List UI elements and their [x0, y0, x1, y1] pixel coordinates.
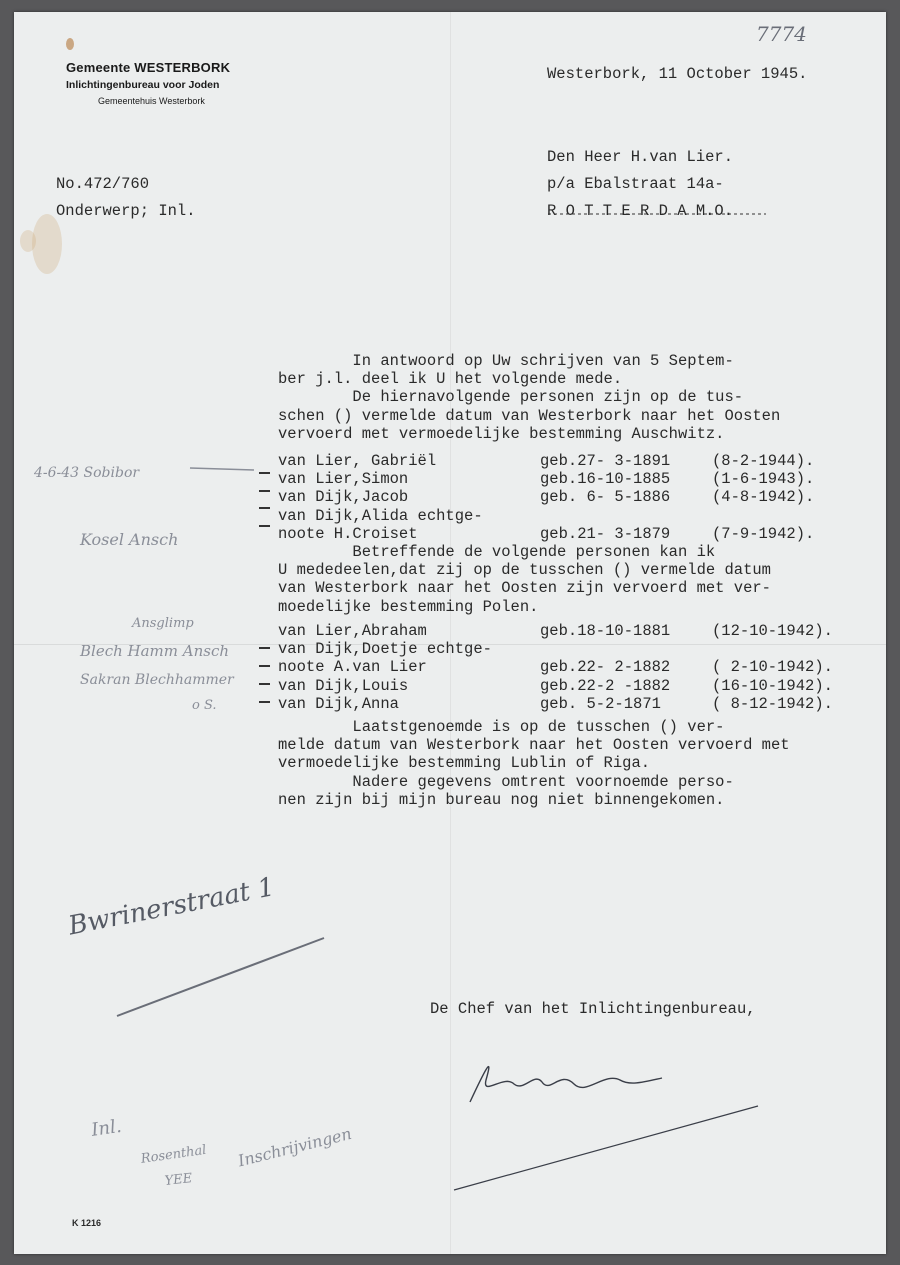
signature-title: De Chef van het Inlichtingenbureau,	[430, 1000, 756, 1018]
pencil-marks	[14, 12, 886, 1254]
recipient-city: R O T T E R D A M.O.	[547, 202, 734, 220]
handwritten-note: o S.	[192, 698, 217, 713]
reference-number: No.472/760	[56, 175, 150, 193]
handwritten-note: Kosel Ansch	[80, 530, 179, 549]
body-paragraph-3: Laatstgenoemde is op de tusschen () ver- melde datum van Westerbork naar het Oosten vervoerd met vermoedelijke bestemming Lublin of Riga. Nadere gegevens omtrent voornoemde perso- nen zijn bij mijn bureau nog niet binnengekomen.	[278, 718, 790, 809]
handwritten-note: YEE	[164, 1171, 193, 1189]
handwritten-note: 4-6-43 Sobibor	[34, 465, 140, 481]
handwritten-note: Rosenthal	[140, 1142, 208, 1167]
letterhead-bureau: Inlichtingenbureau voor Joden	[66, 79, 220, 91]
letterhead-municipality: Gemeente WESTERBORK	[66, 60, 231, 75]
recipient-name: Den Heer H.van Lier.	[547, 148, 734, 166]
subject: Onderwerp; Inl.	[56, 202, 196, 220]
handwritten-note: Ansglimp	[132, 616, 194, 631]
body-paragraph-1: In antwoord op Uw schrijven van 5 Septem- ber j.l. deel ik U het volgende mede. De hiernavolgende personen zijn op de tus- schen () vermelde datum van Westerbork naar het Oosten vervoerd met vermoedelijke bestemming Auschwitz.	[278, 352, 781, 443]
letter-date: Westerbork, 11 October 1945.	[547, 65, 808, 83]
signature-line	[454, 1106, 758, 1190]
signature-scribble	[470, 1067, 662, 1102]
letter-sheet: 7774 Gemeente WESTERBORK Inlichtingenbureau voor Joden Gemeentehuis Westerbork Westerbork, 11 October 1945. Den Heer H.van Lier. p/a Ebalstraat 14a- R O T T E R D A M.O. No.472/760 Onderwerp; Inl. In antwoord op Uw schrijven van 5 Septem- ber j.l. deel ik U het volgende mede. De hiernavolgende personen zijn op de tus- schen () vermelde datum van Westerbork naar het Oosten vervoerd met vermoedelijke bestemming Auschwitz. van Lier, Gabriël geb.27- 3-1891 (8-2-1944). van Lier,Simon geb.16-10-1885 (1-6-1943). van Dijk,Jacob geb. 6- 5-1886 (4-8-1942). van Dijk,Alida echtge- noote H.Croiset geb.21- 3-1879 (7-9-1942). Betreffende de volgende personen kan ik U mededeelen,dat zij op de tusschen () vermelde datum van Westerbork naar het Oosten zijn vervoerd met ver- moedelijke bestemming Polen. van Lier,Abraham geb.18-10-1881 (12-10-1942). van Dijk,Doetje echtge- noote A.van Lier geb.22- 2-1882 ( 2-10-1942). van Dijk,Louis geb.22-2 -1882 (16-10-1942). van Dijk,Anna geb. 5-2-1871 ( 8-12-1942). Laatstgenoemde is op de tusschen () ver- melde datum van Westerbork naar het Oosten vervoerd met vermoedelijke bestemming Lublin of Riga. Nadere gegevens omtrent voornoemde perso- nen zijn bij mijn bureau nog niet binnengekomen. De Chef van het Inlichtingenbureau, 4-6-43 Sobibor Kosel Ansch Ansglimp Blech Hamm Ansch Sakran Blechhammer o S. Bwrinerstraat 1 Inl. Rosenthal YEE Inschrijvingen K 1216	[14, 12, 886, 1254]
body-paragraph-2: Betreffende de volgende personen kan ik U mededeelen,dat zij op de tusschen () vermelde datum van Westerbork naar het Oosten zijn vervoerd met ver- moedelijke bestemming Polen.	[278, 543, 771, 616]
archive-number: 7774	[756, 22, 807, 46]
handwritten-note: Bwrinerstraat 1	[66, 872, 278, 942]
handwritten-note: Blech Hamm Ansch	[80, 642, 230, 660]
letterhead-address: Gemeentehuis Westerbork	[98, 96, 205, 106]
recipient-street: p/a Ebalstraat 14a-	[547, 175, 724, 193]
handwritten-note: Inschrijvingen	[236, 1123, 354, 1171]
handwritten-note: Sakran Blechhammer	[80, 672, 234, 688]
pencil-line	[190, 468, 254, 470]
handwritten-note: Inl.	[90, 1115, 123, 1141]
pencil-underline	[117, 938, 324, 1016]
form-code: K 1216	[72, 1218, 102, 1228]
